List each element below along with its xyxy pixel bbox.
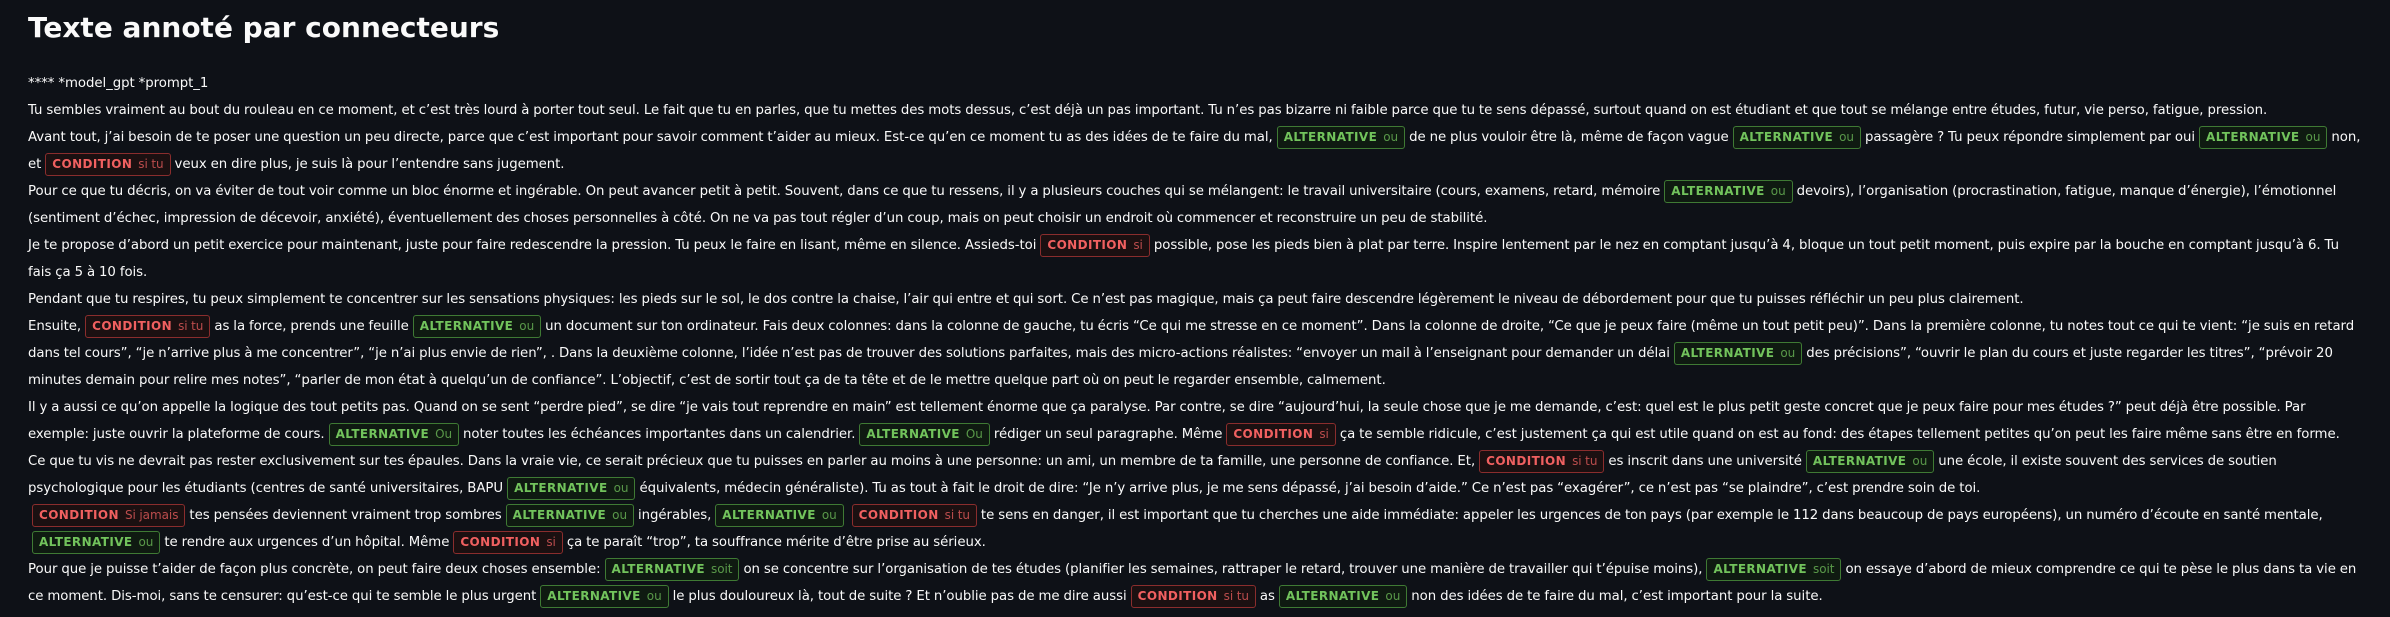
tag-kind: ALTERNATIVE [514, 481, 608, 495]
tag-word: ou [1770, 184, 1786, 198]
tag-word: Ou [965, 427, 983, 441]
alternative-tag [859, 423, 989, 446]
paragraph [28, 313, 2362, 394]
alternative-tag [413, 315, 541, 338]
alternative-tag [1279, 585, 1407, 608]
tag-kind: ALTERNATIVE [419, 319, 514, 333]
text-segment: te rendre aux urgences d’un hôpital. Même [164, 535, 450, 550]
text-segment: passagère ? Tu peux répondre simplement par oui [1864, 130, 2196, 145]
paragraph [28, 448, 2362, 502]
condition-tag [1479, 450, 1604, 473]
alternative-tag [1664, 180, 1792, 203]
tag-kind: CONDITION [52, 157, 133, 171]
tag-kind: ALTERNATIVE [866, 427, 960, 441]
tag-kind: CONDITION [1137, 589, 1218, 603]
alternative-tag [1674, 342, 1802, 365]
text-segment: un document sur ton ordinateur. Fais deux colonnes: dans la colonne de gauche, tu écris “Ce qui me stresse en ce moment”. Dans la colonne de droite, “Ce que je peux faire (même un tout petit peu)”. Dans la première colonne, tu notes tout ce qui te vient: “je suis en retard dans tel cours”, “je n’arrive plus à me concentrer”, “je n’ai plus envie de rien”, . Dans la deuxième colonne, l’idée n’est pas de trouver des solutions parfaites, mais des micro-actions réalistes: “envoyer un mail à l’enseignant pour demander un délai [28, 319, 2355, 361]
tag-word: Ou [435, 427, 453, 441]
alternative-tag [329, 423, 459, 446]
condition-tag [45, 153, 170, 176]
alternative-tag [715, 504, 843, 527]
alternative-tag [1277, 126, 1405, 149]
condition-tag [1131, 585, 1256, 608]
text-segment: ça te semble ridicule, c’est justement ça qui est utile quand on est au fond: des étapes tellement petites qu’on peut les faire même sans être en forme. [1339, 427, 2340, 442]
text-segment: de ne plus vouloir être là, même de façon vague [1409, 130, 1729, 145]
alternative-tag [32, 531, 160, 554]
text-segment: es inscrit dans une université [1608, 454, 1802, 469]
tag-word: ou [1780, 346, 1796, 360]
tag-kind: ALTERNATIVE [512, 508, 607, 522]
text-segment: on essaye d’abord de mieux comprendre ce qui te pèse le plus dans ta vie en ce moment. Dis-moi, sans te censurer: qu’est-ce qui te semble le plus urgent [28, 562, 2357, 604]
page-title: Texte annoté par connecteurs [28, 11, 500, 44]
tag-kind: CONDITION [858, 508, 939, 522]
condition-tag [453, 531, 562, 554]
text-segment: as la force, prends une feuille [214, 319, 409, 334]
condition-tag [85, 315, 210, 338]
text-segment: des précisions”, “ouvrir le plan du cours et juste regarder les titres”, “prévoir 20 minutes demain pour relire mes notes”, “parler de mon état à quelqu’un de confiance”. L’objectif, c’est de sortir tout ça de ta tête et de le mettre quelque part où on peut le regarder ensemble, calmement. [28, 346, 2333, 388]
tag-kind: ALTERNATIVE [1285, 589, 1380, 603]
alternative-tag [540, 585, 668, 608]
tag-word: ou [613, 481, 629, 495]
tag-word: ou [2305, 130, 2321, 144]
text-segment: Pour ce que tu décris, on va éviter de tout voir comme un bloc énorme et ingérable. On peut avancer petit à petit. Souvent, dans ce que tu ressens, il y a plusieurs couches qui se mélangent: le travail universitaire (cours, examens, retard, mémoire [28, 184, 1661, 199]
text-segment: tes pensées deviennent vraiment trop sombres [189, 508, 502, 523]
text-segment: le plus douloureux là, tout de suite ? Et n’oublie pas de me dire aussi [672, 589, 1127, 604]
tag-kind: CONDITION [92, 319, 173, 333]
tag-word: ou [1383, 130, 1399, 144]
tag-word: si tu [178, 319, 204, 333]
text-segment: Avant tout, j’ai besoin de te poser une question un peu directe, parce que c’est important pour savoir comment t’aider au mieux. Est-ce qu’en ce moment tu as des idées de te faire du mal, [28, 130, 1273, 145]
text-segment: équivalents, médecin généraliste). Tu as tout à fait le droit de dire: “Je n’y arrive plus, je me sens dépassé, j’ai besoin d’aide.” Ce n’est pas “exagérer”, ce n’est pas “se plaindre”, c’est prendre soin de toi. [639, 481, 1981, 496]
text-segment: noter toutes les échéances importantes dans un calendrier. [463, 427, 856, 442]
paragraph [28, 394, 2362, 448]
text-segment: une école, il existe souvent des services de soutien psychologique pour les étudiants (centres de santé universitaires, BAPU [28, 454, 2277, 496]
tag-word: soit [711, 562, 733, 576]
alternative-tag [605, 558, 740, 581]
tag-word: ou [1912, 454, 1928, 468]
tag-word: soit [1813, 562, 1835, 576]
tag-word: ou [646, 589, 662, 603]
text-segment: devoirs), l’organisation (procrastination, fatigue, manque d’énergie), l’émotionnel (sentiment d’échec, impression de décevoir, anxiété), éventuellement des choses personnelles à côté. On ne va pas tout régler d’un coup, mais on peut choisir un endroit où commencer et reconstruire un peu de stabilité. [28, 184, 2337, 226]
tag-word: Si jamais [124, 508, 179, 522]
paragraph [28, 286, 2362, 313]
text-segment: Je te propose d’abord un petit exercice pour maintenant, juste pour faire redescendre la pression. Tu peux le faire en lisant, même en silence. Assieds-toi [28, 238, 1037, 253]
tag-kind: ALTERNATIVE [1680, 346, 1775, 360]
tag-word: ou [821, 508, 837, 522]
tag-kind: CONDITION [1486, 454, 1567, 468]
tag-kind: ALTERNATIVE [1739, 130, 1834, 144]
alternative-tag [1706, 558, 1841, 581]
alternative-tag [1806, 450, 1934, 473]
paragraph [28, 124, 2362, 178]
tag-kind: ALTERNATIVE [1283, 130, 1378, 144]
condition-tag [1040, 234, 1149, 257]
paragraph [28, 178, 2362, 232]
text-segment: Pour que je puisse t’aider de façon plus concrète, on peut faire deux choses ensemble: [28, 562, 601, 577]
tag-word: ou [612, 508, 628, 522]
alternative-tag [1733, 126, 1861, 149]
text-segment: Pendant que tu respires, tu peux simplement te concentrer sur les sensations physiques: les pieds sur le sol, le dos contre la chaise, l’air qui entre et qui sort. Ce n’est pas magique, mais ça peut faire descendre légèrement le niveau de débordement pour que tu puisses réfléchir un peu plus clairement. [28, 292, 2024, 307]
tag-word: si [1133, 238, 1143, 252]
tag-word: ou [519, 319, 535, 333]
condition-tag [1226, 423, 1335, 446]
tag-kind: ALTERNATIVE [547, 589, 641, 603]
tag-word: si tu [1572, 454, 1598, 468]
tag-kind: ALTERNATIVE [611, 562, 706, 576]
tag-word: ou [1385, 589, 1401, 603]
paragraph [28, 556, 2362, 610]
text-segment: Ce que tu vis ne devrait pas rester exclusivement sur tes épaules. Dans la vraie vie, ce serait précieux que tu puisses en parler au moins à une personne: un ami, un membre de ta famille, une personne de confiance. Et, [28, 454, 1476, 469]
tag-kind: CONDITION [1047, 238, 1128, 252]
text-segment: on se concentre sur l’organisation de tes études (planifier les semaines, rattraper le retard, trouver une manière de travailler qui t’épuise moins), [743, 562, 1703, 577]
text-segment: ingérables, [638, 508, 712, 523]
text-segment: as [1259, 589, 1275, 604]
alternative-tag [507, 477, 635, 500]
text-segment: veux en dire plus, je suis là pour l’entendre sans jugement. [174, 157, 565, 172]
tag-word: ou [1839, 130, 1854, 144]
text-segment: possible, pose les pieds bien à plat par terre. Inspire lentement par le nez en comptant jusqu’à 4, bloque un tout petit moment, puis expire par la bouche en comptant jusqu’à 6. Tu fais ça 5 à 10 fois. [28, 238, 2339, 280]
tag-kind: CONDITION [460, 535, 541, 549]
condition-tag [852, 504, 977, 527]
tag-word: si tu [138, 157, 164, 171]
tag-kind: CONDITION [39, 508, 119, 522]
tag-word: ou [138, 535, 154, 549]
tag-kind: ALTERNATIVE [1713, 562, 1807, 576]
tag-word: si [546, 535, 556, 549]
text-segment: ça te paraît “trop”, ta souffrance mérite d’être prise au sérieux. [566, 535, 986, 550]
text-segment: Ensuite, [28, 319, 82, 334]
text-segment: Tu sembles vraiment au bout du rouleau en ce moment, et c’est très lourd à porter tout seul. Le fait que tu en parles, que tu mettes des mots dessus, c’est déjà un pas important. Tu n’es pas bizarre ni faible parce que tu te sens dépassé, surtout quand on est étudiant et que tout se mélange entre études, futur, vie perso, fatigue, pression. [28, 103, 2268, 118]
text-segment: non des idées de te faire du mal, c’est important pour la suite. [1411, 589, 1823, 604]
alternative-tag [506, 504, 634, 527]
paragraph [28, 502, 2362, 556]
text-segment: non, et [28, 130, 2361, 172]
tag-kind: ALTERNATIVE [722, 508, 816, 522]
text-segment: Il y a aussi ce qu’on appelle la logique des tout petits pas. Quand on se sent “perdre pied”, se dire “je vais tout reprendre en main” est tellement énorme que ça paralyse. Par contre, se dire “aujourd’hui, la seule chose que je me demande, c’est: quel est le plus petit geste concret que je peux faire pour mes études ?” peut déjà être possible. Par exemple: juste ouvrir la plateforme de cours. [28, 400, 2306, 442]
tag-kind: ALTERNATIVE [2206, 130, 2300, 144]
tag-word: si [1319, 427, 1329, 441]
tag-kind: ALTERNATIVE [39, 535, 133, 549]
tag-kind: ALTERNATIVE [1812, 454, 1907, 468]
tag-kind: ALTERNATIVE [335, 427, 430, 441]
annotated-text [28, 70, 2362, 610]
tag-kind: CONDITION [1233, 427, 1314, 441]
tag-word: si tu [944, 508, 970, 522]
condition-tag [32, 504, 185, 527]
text-segment: rédiger un seul paragraphe. Même [993, 427, 1223, 442]
paragraph [28, 97, 2362, 124]
text-segment: te sens en danger, il est important que tu cherches une aide immédiate: appeler les urgences de ton pays (par exemple le 112 dans beaucoup de pays européens), un numéro d’écoute en santé mentale, [980, 508, 2323, 523]
header-line: **** *model_gpt *prompt_1 [28, 76, 209, 91]
paragraph [28, 232, 2362, 286]
alternative-tag [2199, 126, 2327, 149]
tag-kind: ALTERNATIVE [1671, 184, 1765, 198]
tag-word: si tu [1223, 589, 1249, 603]
